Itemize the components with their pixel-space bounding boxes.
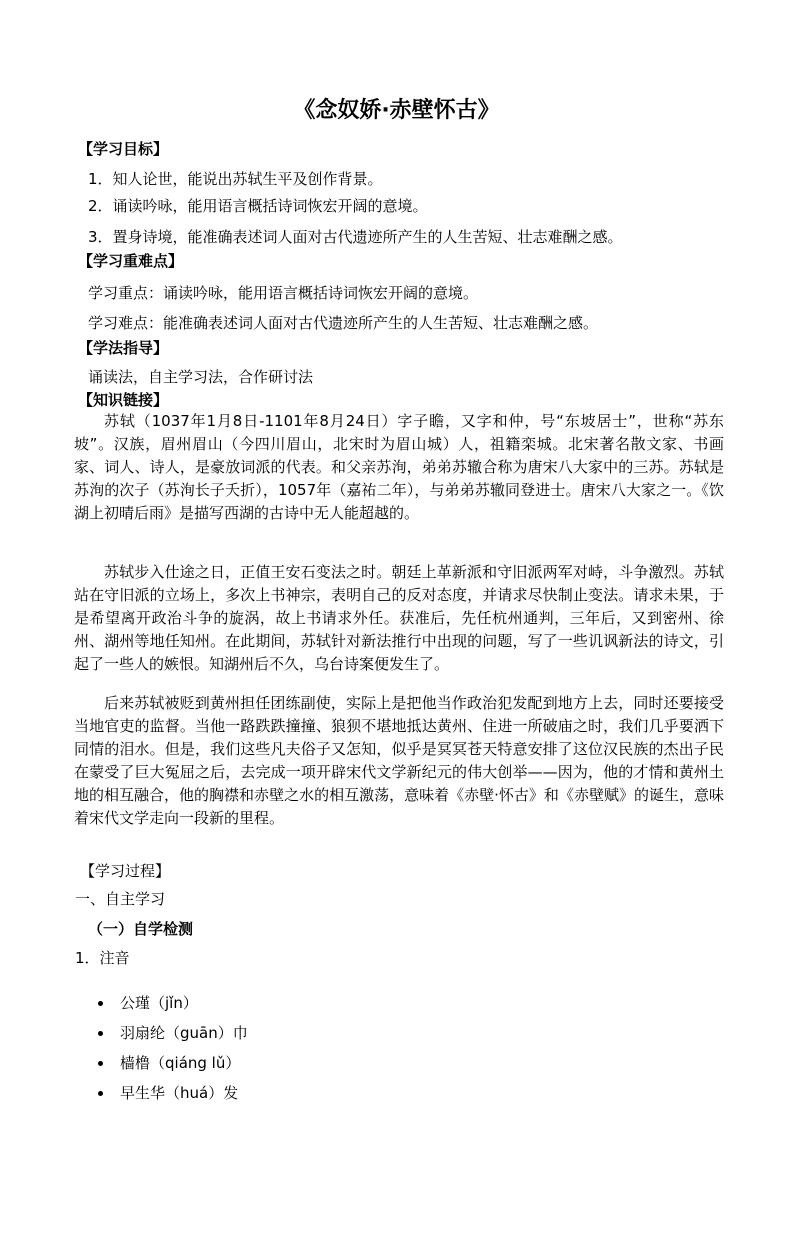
goal-item-3: 3．置身诗境，能准确表述词人面对古代遗迹所产生的人生苦短、壮志难酬之感。	[88, 228, 623, 246]
subsection-self-check: （一）自学检测	[88, 920, 194, 938]
key-points-heading: 【学习重难点】	[78, 252, 184, 270]
list-item-text: 羽扇纶（guān）巾	[120, 1024, 248, 1042]
knowledge-text-2: 苏轼步入仕途之日，正值王安石变法之时。朝廷上革新派和守旧派两军对峙，斗争激烈。苏轼站在守旧派的立场上，多次上书神宗，表明自己的反对态度，并请求尽快制止变法。请求未果，于是希望离开政治斗争的旋涡，故上书请求外任。获准后，先任杭州通判，三年后，又到密州、徐州、湖州等地任知州。在此期间，苏轼针对新法推行中出现的问题，写了一些讥讽新法的诗文，引起了一些人的嫉恨。知湖州后不久，乌台诗案便发生了。	[74, 563, 724, 673]
list-item	[96, 1080, 248, 1110]
list-item-text: 早生华（huá）发	[120, 1084, 239, 1102]
key-point-focus: 学习重点：诵读吟咏，能用语言概括诗词恢宏开阔的意境。	[88, 284, 479, 302]
knowledge-text-3: 后来苏轼被贬到黄州担任团练副使，实际上是把他当作政治犯发配到地方上去，同时还要接受当地官吏的监督。当他一路跌跌撞撞、狼狈不堪地抵达黄州、住进一所破庙之时，我们几乎要洒下同情的泪水。但是，我们这些凡夫俗子又怎知，似乎是冥冥苍天特意安排了这位汉民族的杰出子民在蒙受了巨大冤屈之后，去完成一项开辟宋代文学新纪元的伟大创举——因为，他的才情和黄州土地的相互融合，他的胸襟和赤壁之水的相互激荡，意味着《赤壁·怀古》和《赤壁赋》的诞生，意味着宋代文学走向一段新的里程。	[74, 694, 724, 827]
list-item	[96, 1050, 248, 1080]
pronunciation-list	[96, 990, 248, 1110]
knowledge-heading: 【知识链接】	[78, 391, 169, 409]
knowledge-paragraph-3	[74, 692, 724, 830]
bullet-dot-icon	[98, 1001, 103, 1006]
goal-item-2: 2．诵读吟咏，能用语言概括诗词恢宏开阔的意境。	[88, 197, 428, 215]
method-text: 诵读法，自主学习法，合作研讨法	[88, 368, 314, 386]
knowledge-paragraph-2	[74, 561, 724, 676]
key-point-difficulty: 学习难点：能准确表述词人面对古代遗迹所产生的人生苦短、壮志难酬之感。	[88, 314, 599, 332]
list-item	[96, 990, 248, 1020]
knowledge-text-1: 苏轼（1037年1月8日-1101年8月24日）字子瞻，又字和仲，号“东坡居士”，世称“苏东坡”。汉族，眉州眉山（今四川眉山，北宋时为眉山城）人，祖籍栾城。北宋著名散文家、书画家、词人、诗人，是豪放词派的代表。和父亲苏洵，弟弟苏辙合称为唐宋八大家中的三苏。苏轼是苏洵的次子（苏洵长子夭折），1057年（嘉祐二年），与弟弟苏辙同登进士。唐宋八大家之一。《饮湖上初晴后雨》是描写西湖的古诗中无人能超越的。	[74, 412, 724, 522]
item-pronunciation: 1．注音	[75, 949, 130, 967]
method-heading: 【学法指导】	[78, 339, 169, 357]
list-item-text: 公瑾（jǐn）	[120, 994, 198, 1012]
page-title: 《念奴娇·赤壁怀古》	[293, 98, 500, 123]
knowledge-paragraph-1	[74, 410, 724, 525]
list-item-text: 樯橹（qiáng lǔ）	[120, 1054, 241, 1072]
list-item	[96, 1020, 248, 1050]
section-self-study: 一、自主学习	[75, 890, 166, 908]
process-heading: 【学习过程】	[80, 862, 171, 880]
bullet-dot-icon	[98, 1091, 103, 1096]
goals-heading: 【学习目标】	[78, 140, 169, 158]
goal-item-1: 1．知人论世，能说出苏轼生平及创作背景。	[88, 170, 383, 188]
bullet-dot-icon	[98, 1061, 103, 1066]
bullet-dot-icon	[98, 1031, 103, 1036]
